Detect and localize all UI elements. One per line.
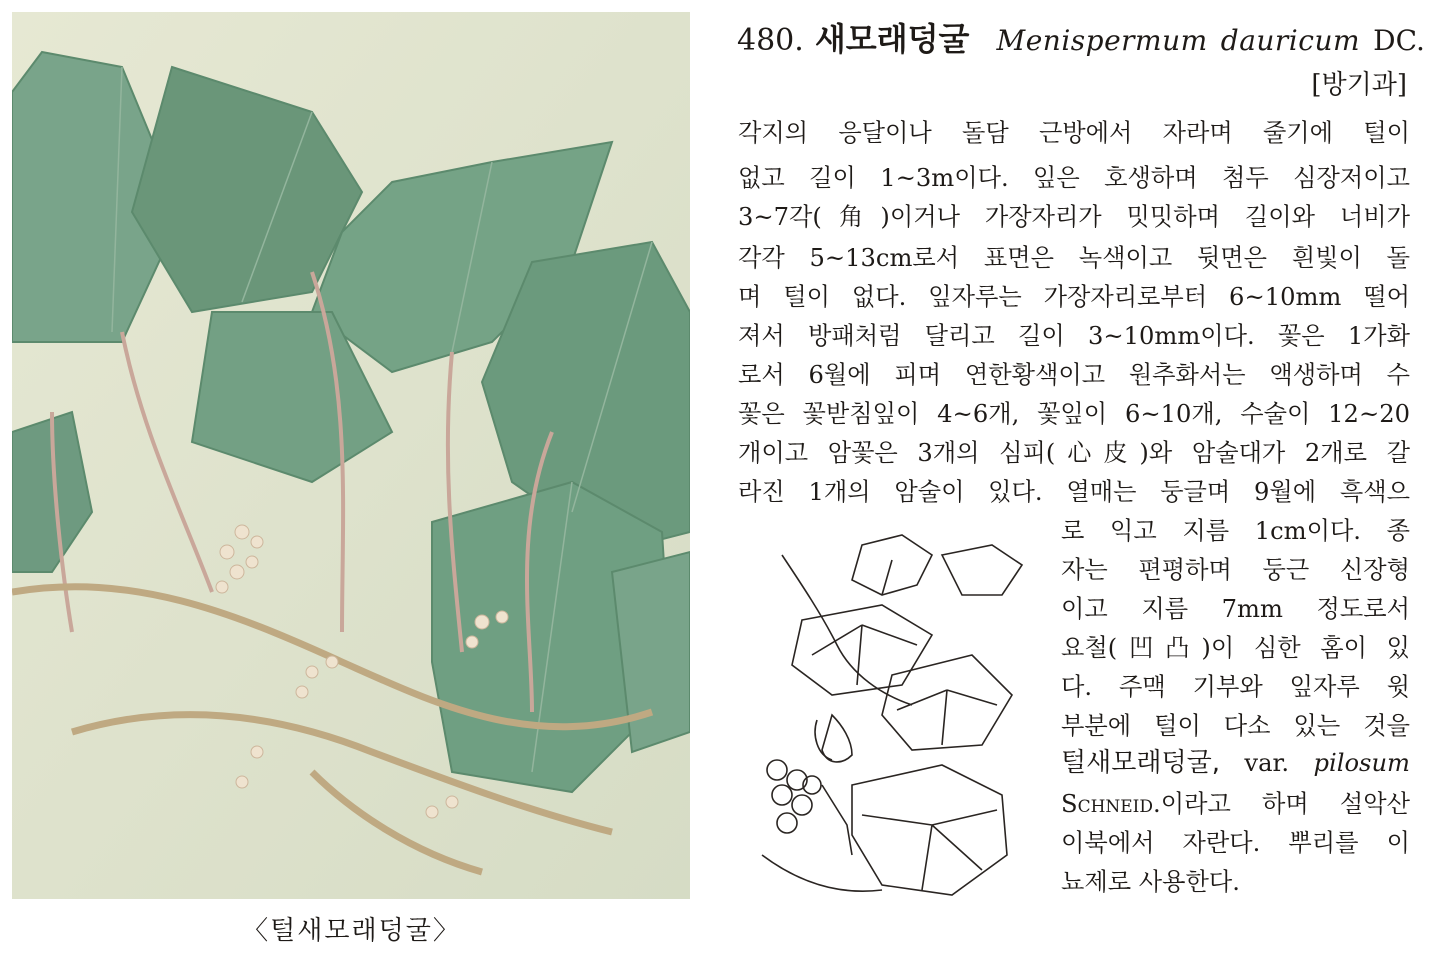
variety-author: Schneid. xyxy=(1061,790,1161,818)
variety-label: var. xyxy=(1244,749,1290,777)
photo-caption: 〈털새모래덩굴〉 xyxy=(242,916,461,946)
entry-number: 480. xyxy=(737,23,804,58)
scientific-genus: Menispermum xyxy=(996,24,1208,57)
description-line: 요철(凹凸)이 심한 홈이 있 xyxy=(1061,634,1410,662)
variety-name: 털새모래덩굴, xyxy=(1061,748,1220,778)
botanical-illustration xyxy=(742,525,1042,900)
variety-line xyxy=(1061,750,1410,776)
description-line: 다. 주맥 기부와 잎자루 윗 xyxy=(1061,673,1410,701)
variety-rest: 이라고 하며 설악산 xyxy=(1160,790,1410,818)
korean-name: 새모래덩굴 xyxy=(814,20,970,58)
description-line: 없고 길이 1~3m이다. 잎은 호생하며 첨두 심장저이고 xyxy=(738,164,1410,192)
description-line: 개이고 암꽃은 3개의 심피(心皮)와 암술대가 2개로 갈 xyxy=(738,439,1410,467)
description-line: 이고 지름 7mm 정도로서 xyxy=(1061,595,1410,623)
description-line: 꽃은 꽃받침잎이 4~6개, 꽃잎이 6~10개, 수술이 12~20 xyxy=(738,400,1410,428)
description-line: 며 털이 없다. 잎자루는 가장자리로부터 6~10mm 떨어 xyxy=(738,283,1410,311)
description-line: 로 익고 지름 1cm이다. 종 xyxy=(1061,517,1410,545)
description-line: 부분에 털이 다소 있는 것을 xyxy=(1061,712,1410,740)
scientific-species: dauricum xyxy=(1220,24,1361,57)
variety-epithet: pilosum xyxy=(1313,749,1410,777)
description-line: 져서 방패처럼 달리고 길이 3~10mm이다. 꽃은 1가화 xyxy=(738,322,1410,350)
description-line: 이북에서 자란다. 뿌리를 이 xyxy=(1061,829,1410,857)
taxon-author: DC. xyxy=(1373,24,1425,57)
description-line: 라진 1개의 암술이 있다. 열매는 둥글며 9월에 흑색으 xyxy=(738,478,1410,506)
description-line: 각각 5~13cm로서 표면은 녹색이고 뒷면은 흰빛이 돌 xyxy=(738,244,1410,272)
description-line xyxy=(1061,792,1410,816)
description-line: 로서 6월에 피며 연한황색이고 원추화서는 액생하며 수 xyxy=(738,361,1410,389)
description-line: 뇨제로 사용한다. xyxy=(1061,868,1240,896)
family-name: [방기과] xyxy=(1311,70,1407,100)
description-line: 자는 편평하며 둥근 신장형 xyxy=(1061,556,1410,584)
entry-header xyxy=(737,14,1425,60)
description-line: 3~7각(角)이거나 가장자리가 밋밋하며 길이와 너비가 xyxy=(738,203,1410,231)
plant-photograph xyxy=(12,12,690,899)
description-line: 각지의 응달이나 돌담 근방에서 자라며 줄기에 털이 xyxy=(738,119,1410,147)
